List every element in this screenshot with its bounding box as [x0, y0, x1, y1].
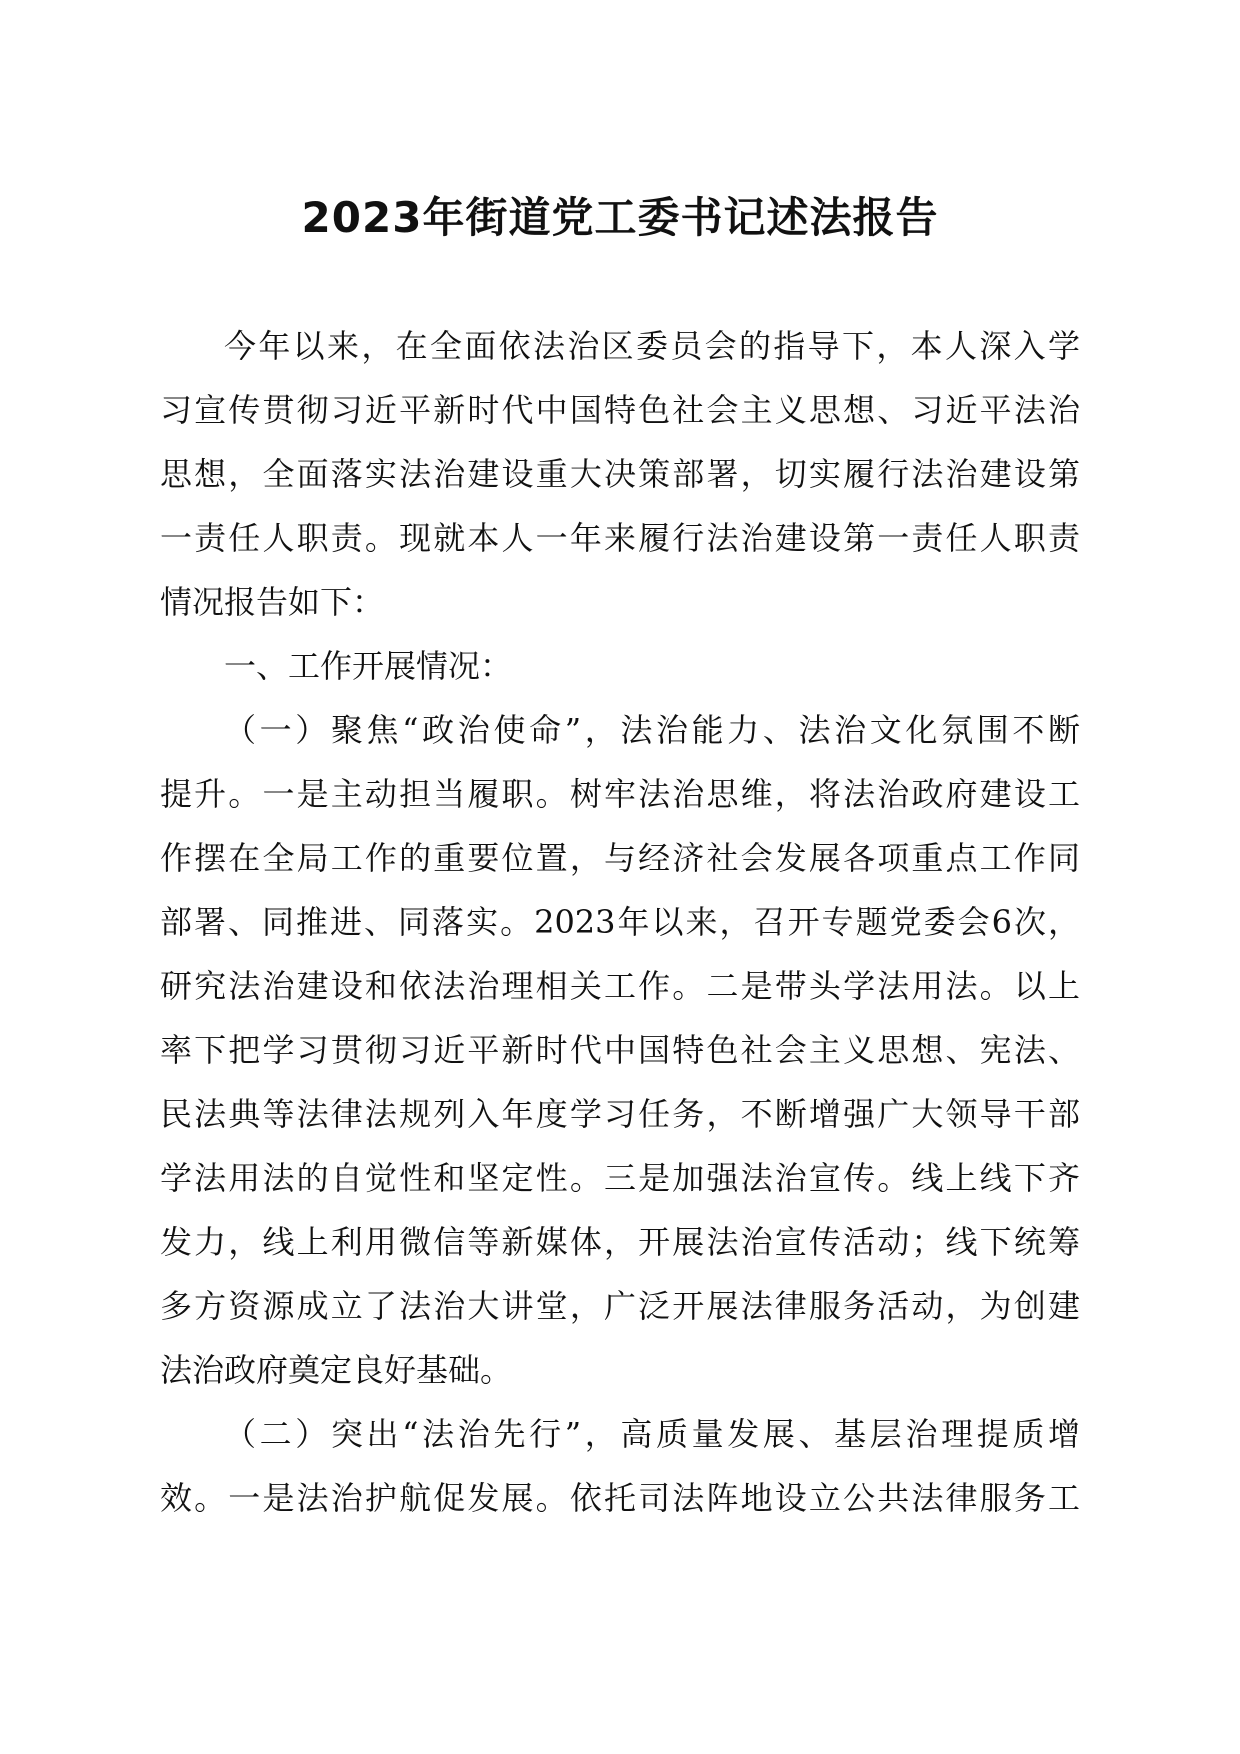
paragraph-line: 研究法治建设和依法治理相关工作。二是带头学法用法。以上: [160, 967, 1080, 1005]
document-title: 2023年街道党工委书记述法报告: [301, 193, 939, 242]
paragraph-line: 提升。一是主动担当履职。树牢法治思维，将法治政府建设工: [160, 775, 1080, 813]
paragraph-line: 学法用法的自觉性和坚定性。三是加强法治宣传。线上线下齐: [160, 1159, 1080, 1197]
paragraph-line: 效。一是法治护航促发展。依托司法阵地设立公共法律服务工: [160, 1479, 1080, 1517]
paragraph-line: 法治政府奠定良好基础。: [160, 1351, 513, 1389]
paragraph-line: 率下把学习贯彻习近平新时代中国特色社会主义思想、宪法、: [160, 1031, 1080, 1069]
paragraph-line: 部署、同推进、同落实。2023年以来，召开专题党委会6次，: [160, 903, 1080, 941]
paragraph-line: 习宣传贯彻习近平新时代中国特色社会主义思想、习近平法治: [160, 391, 1080, 429]
paragraph-line: 多方资源成立了法治大讲堂，广泛开展法律服务活动，为创建: [160, 1287, 1080, 1325]
paragraph-line: 民法典等法律法规列入年度学习任务，不断增强广大领导干部: [160, 1095, 1080, 1133]
section-heading: 一、工作开展情况：: [224, 647, 513, 685]
paragraph-line: 发力，线上利用微信等新媒体，开展法治宣传活动；线下统筹: [160, 1223, 1080, 1261]
paragraph-line: （二）突出“法治先行”，高质量发展、基层治理提质增: [224, 1415, 1080, 1453]
paragraph-line: 一责任人职责。现就本人一年来履行法治建设第一责任人职责: [160, 519, 1080, 557]
paragraph-line: 情况报告如下：: [160, 583, 385, 621]
paragraph-line: 思想，全面落实法治建设重大决策部署，切实履行法治建设第: [160, 455, 1080, 493]
paragraph-line: 今年以来，在全面依法治区委员会的指导下，本人深入学: [224, 327, 1080, 365]
paragraph-line: 作摆在全局工作的重要位置，与经济社会发展各项重点工作同: [160, 839, 1080, 877]
paragraph-line: （一）聚焦“政治使命”，法治能力、法治文化氛围不断: [224, 711, 1080, 749]
